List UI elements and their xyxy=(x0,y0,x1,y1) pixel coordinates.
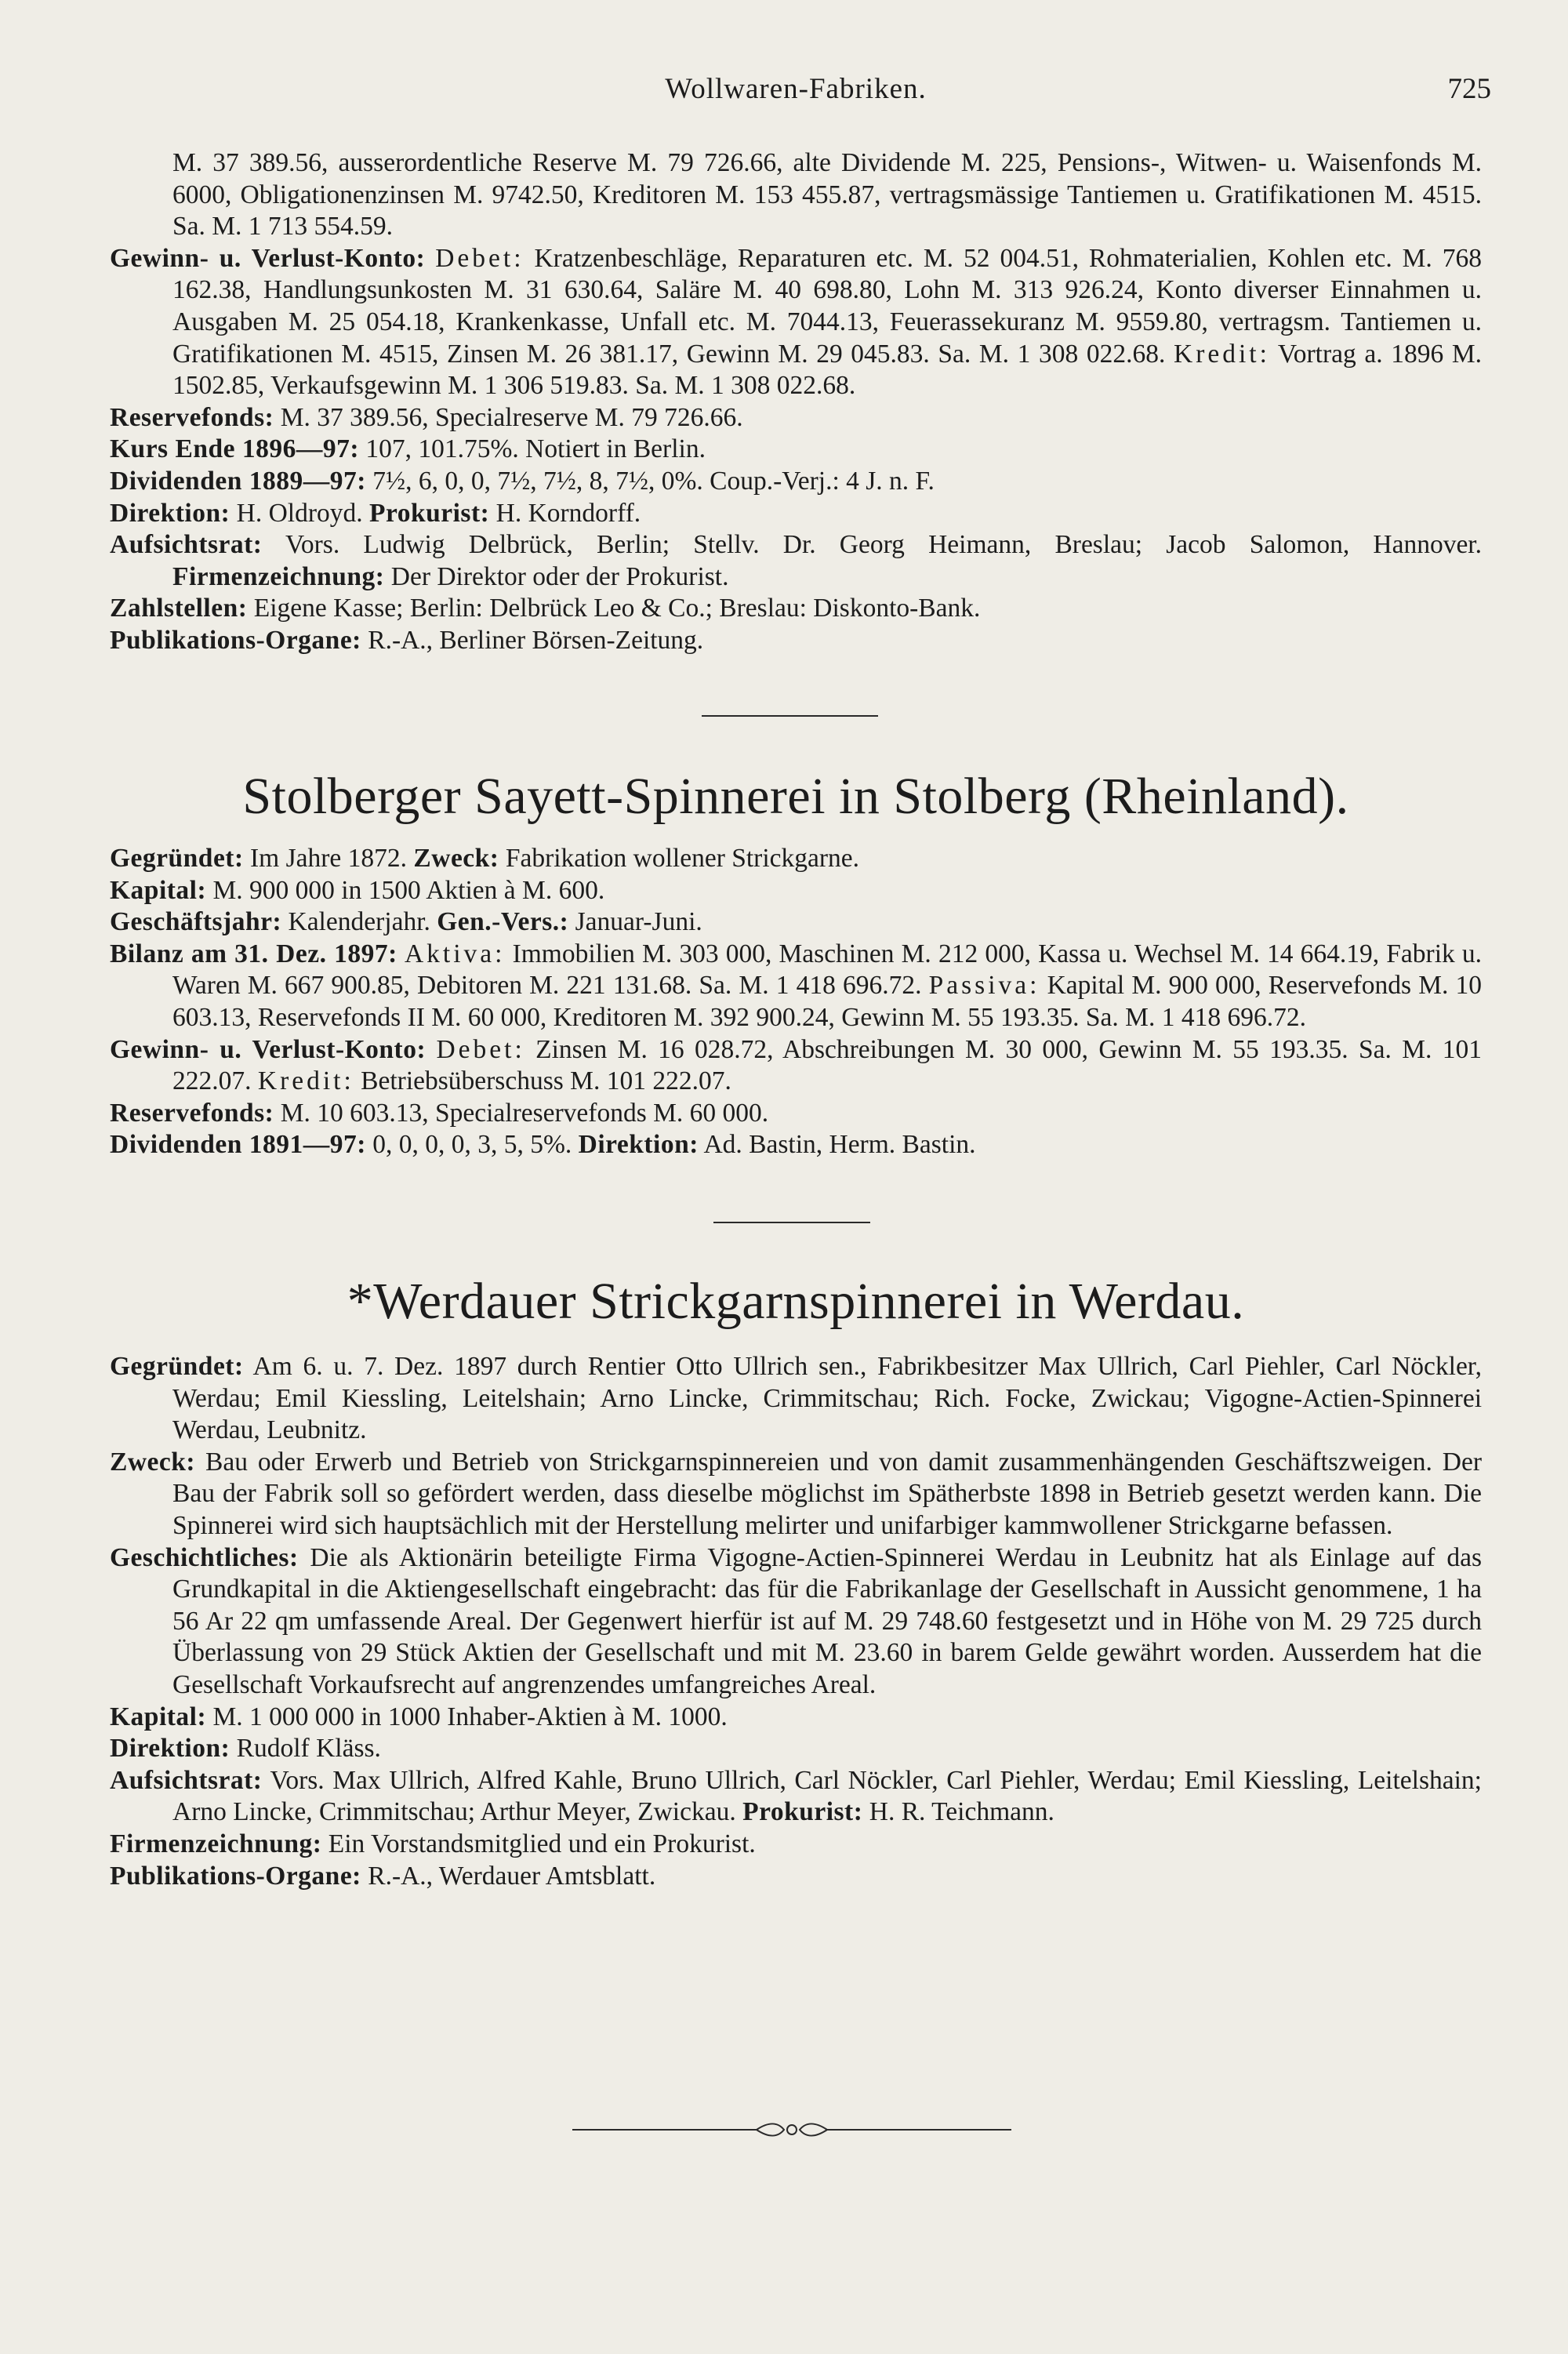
field-label: Zweck: xyxy=(110,1447,196,1477)
zweck-entry xyxy=(110,1447,1482,1542)
field-label: Firmenzeichnung: xyxy=(172,561,385,591)
field-text: M. 900 000 in 1500 Aktien à M. 600. xyxy=(212,875,605,905)
aktiva-text: Immobilien M. 303 000, Maschinen M. 212 000, Kassa u. Wechsel M. 14 664.19, Fabrik u. Waren M. 667 900.85, Debitoren M. 221 131.68. Sa. M. 1 418 696.72. xyxy=(172,939,1483,1001)
gewinn-verlust-entry xyxy=(110,1034,1482,1098)
geschaeftsjahr-entry xyxy=(110,906,1482,939)
field-text: Kalenderjahr. xyxy=(288,907,430,937)
company-entry xyxy=(110,1351,1482,1892)
field-label: Geschäftsjahr: xyxy=(110,907,282,937)
passiva-label: Passiva: xyxy=(928,971,1040,1001)
kapital-entry xyxy=(110,1702,1482,1734)
field-label: Kapital: xyxy=(110,875,207,905)
field-text: Am 6. u. 7. Dez. 1897 durch Rentier Otto Ullrich sen., Fabrikbesitzer Max Ullrich, Carl Piehler, Carl Nöckler, Werdau; Emil Kiessling, Leitelshain; Arno Lincke, Crimmitschau; Rich. Focke, Zwickau; Vigogne-Actien-Spinnerei Werdau, Leubnitz. xyxy=(172,1352,1482,1445)
kurs-entry xyxy=(110,434,1482,466)
reserve-continuation: M. 37 389.56, ausserordentliche Reserve M. 79 726.66, alte Dividende M. 225, Pensions-, Witwen- u. Waisenfonds M. 6000, Obligationenzinsen M. 9742.50, Kreditoren M. 153 455.87, vertragsmässige Tantiemen u. Gratifikationen M. 4515. Sa. M. 1 713 554.59. xyxy=(172,148,1482,242)
field-text: Ad. Bastin, Herm. Bastin. xyxy=(703,1130,976,1160)
field-text: Der Direktor oder der Prokurist. xyxy=(390,561,729,591)
field-label: Reservefonds: xyxy=(110,402,274,432)
direktion-entry xyxy=(110,498,1482,530)
field-label: Kapital: xyxy=(110,1702,207,1731)
field-text: 0, 0, 0, 0, 3, 5, 5%. xyxy=(372,1130,572,1160)
field-label: Dividenden 1889—97: xyxy=(110,466,366,496)
kredit-label: Kredit: xyxy=(1174,339,1270,369)
field-text: M. 37 389.56, Specialreserve M. 79 726.66. xyxy=(280,402,743,432)
field-text: 107, 101.75%. Notiert in Berlin. xyxy=(365,434,706,464)
dividenden-entry xyxy=(110,1129,1482,1161)
field-label: Zweck: xyxy=(413,844,499,873)
dividenden-entry xyxy=(110,466,1482,498)
ornament-divider xyxy=(572,2120,1011,2139)
gegruendet-entry xyxy=(110,843,1482,875)
kredit-text: Vortrag a. 1896 M. 1502.85, Verkaufsgewinn M. 1 306 519.83. Sa. M. 1 308 022.68. xyxy=(172,339,1482,401)
field-label: Reservefonds: xyxy=(110,1098,274,1128)
field-label: Prokurist: xyxy=(742,1797,863,1827)
section-divider xyxy=(713,1222,870,1223)
debet-label: Debet: xyxy=(436,1034,525,1064)
field-text: H. Korndorff. xyxy=(495,498,641,528)
gewinn-verlust-entry xyxy=(110,243,1482,402)
section-divider xyxy=(702,715,878,717)
aufsichtsrat-entry xyxy=(110,529,1482,593)
field-text: H. R. Teichmann. xyxy=(869,1797,1054,1827)
field-label: Gewinn- u. Verlust-Konto: xyxy=(110,1034,426,1064)
field-text: Ein Vorstandsmitglied und ein Prokurist. xyxy=(328,1829,756,1858)
field-text: Fabrikation wollener Strickgarne. xyxy=(505,844,860,873)
bilanz-entry xyxy=(110,939,1482,1034)
kredit-label: Kredit: xyxy=(257,1066,354,1096)
passiva-text: Kapital M. 900 000, Reservefonds M. 10 603.13, Reservefonds II M. 60 000, Kreditoren M. 392 900.24, Gewinn M. 55 193.35. Sa. M. 1 418 696.72. xyxy=(172,971,1483,1032)
zahlstellen-entry xyxy=(110,593,1482,625)
page-header xyxy=(110,72,1491,111)
field-label: Direktion: xyxy=(110,1734,230,1764)
field-text: Vors. Ludwig Delbrück, Berlin; Stellv. Dr. Georg Heimann, Breslau; Jacob Salomon, Hannover. xyxy=(285,530,1482,560)
field-text: M. 1 000 000 in 1000 Inhaber-Aktien à M. 1000. xyxy=(212,1702,728,1731)
kredit-text: Betriebsüberschuss M. 101 222.07. xyxy=(361,1066,731,1096)
field-label: Aufsichtsrat: xyxy=(110,1765,263,1795)
gegruendet-entry xyxy=(110,1351,1482,1447)
field-text: Rudolf Kläss. xyxy=(236,1734,381,1764)
field-label: Direktion: xyxy=(110,498,230,528)
field-text: H. Oldroyd. xyxy=(236,498,363,528)
field-text: Vors. Max Ullrich, Alfred Kahle, Bruno Ullrich, Carl Nöckler, Carl Piehler, Werdau; Emil Kiessling, Leitelshain; Arno Lincke, Crimmitschau; Arthur Meyer, Zwickau. xyxy=(172,1765,1482,1827)
field-label: Firmenzeichnung: xyxy=(110,1829,322,1858)
debet-text: Kratzenbeschläge, Reparaturen etc. M. 52 004.51, Rohmaterialien, Kohlen etc. M. 768 162.38, Handlungsunkosten M. 31 630.64, Saläre M. 40 698.80, Lohn M. 313 926.24, Konto diverser Einnahmen u. Ausgaben M. 25 054.18, Krankenkasse, Unfall etc. M. 7044.13, Feuerassekuranz M. 9559.80, vertragsm. Tantiemen u. Gratifikationen M. 4515, Zinsen M. 26 381.17, Gewinn M. 29 045.83. Sa. M. 1 308 022.68. xyxy=(172,243,1483,369)
reservefonds-entry xyxy=(110,1098,1482,1130)
field-label: Gen.-Vers.: xyxy=(437,907,569,937)
aufsichtsrat-entry xyxy=(110,1765,1482,1829)
page-number: 725 xyxy=(1447,73,1491,105)
field-text: R.-A., Berliner Börsen-Zeitung. xyxy=(368,625,704,655)
field-label: Publikations-Organe: xyxy=(110,625,361,655)
company-title: *Werdauer Strickgarnspinnerei in Werdau. xyxy=(347,1273,1245,1330)
debet-text: Zinsen M. 16 028.72, Abschreibungen M. 30 000, Gewinn M. 55 193.35. Sa. M. 101 222.07. xyxy=(172,1034,1482,1096)
field-text: Im Jahre 1872. xyxy=(250,844,408,873)
field-label: Publikations-Organe: xyxy=(110,1861,361,1891)
debet-label: Debet: xyxy=(435,243,524,273)
company-title: Stolberger Sayett-Spinnerei in Stolberg (Rheinland). xyxy=(242,768,1349,825)
field-text: Januar-Juni. xyxy=(575,907,702,937)
geschichtliches-entry xyxy=(110,1542,1482,1702)
field-text: Die als Aktionärin beteiligte Firma Vigogne-Actien-Spinnerei Werdau in Leubnitz hat als Einlage auf das Grundkapital in die Aktiengesellschaft eingebracht: das für die Fabrikanlage der Gesellschaft in Aussicht genommene, 1 ha 56 Ar 22 qm umfassende Areal. Der Gegenwert hierfür ist auf M. 29 748.60 festgesetzt und in Höhe von M. 29 725 durch Überlassung von 29 Stück Aktien der Gesellschaft und mit M. 23.60 in barem Gelde gewährt worden. Ausserdem hat die Gesellschaft Vorkaufsrecht auf angrenzendes umfangreiches Areal. xyxy=(172,1542,1482,1699)
field-text: R.-A., Werdauer Amtsblatt. xyxy=(368,1861,656,1891)
field-label: Dividenden 1891—97: xyxy=(110,1130,366,1160)
field-label: Direktion: xyxy=(578,1130,699,1160)
field-text: 7½, 6, 0, 0, 7½, 7½, 8, 7½, 0%. Coup.-Verj.: 4 J. n. F. xyxy=(372,466,935,496)
aktiva-label: Aktiva: xyxy=(404,939,506,968)
field-text: M. 10 603.13, Specialreservefonds M. 60 000. xyxy=(280,1098,769,1128)
field-label: Kurs Ende 1896—97: xyxy=(110,434,359,464)
running-title: Wollwaren-Fabriken. xyxy=(665,73,927,105)
field-text: Eigene Kasse; Berlin: Delbrück Leo & Co.; Breslau: Diskonto-Bank. xyxy=(253,594,981,623)
field-label: Geschichtliches: xyxy=(110,1542,299,1572)
field-label: Gegründet: xyxy=(110,844,244,873)
field-label: Prokurist: xyxy=(369,498,490,528)
field-label: Bilanz am 31. Dez. 1897: xyxy=(110,939,397,968)
company-entry xyxy=(110,843,1482,1161)
publikation-entry xyxy=(110,625,1482,657)
field-label: Gewinn- u. Verlust-Konto: xyxy=(110,243,426,273)
field-label: Gegründet: xyxy=(110,1352,244,1381)
field-label: Aufsichtsrat: xyxy=(110,530,263,560)
publikation-entry xyxy=(110,1861,1482,1893)
field-label: Zahlstellen: xyxy=(110,594,248,623)
firmenzeichnung-entry xyxy=(110,1829,1482,1861)
section-continued-entry xyxy=(110,147,1482,657)
reservefonds-entry xyxy=(110,402,1482,434)
direktion-entry xyxy=(110,1733,1482,1765)
field-text: Bau oder Erwerb und Betrieb von Strickgarnspinnereien und von damit zusammenhängenden Geschäftszweigen. Der Bau der Fabrik soll so gefördert werden, dass dieselbe möglichst im Spätherbste 1898 in Betrieb gesetzt werden kann. Die Spinnerei wird sich hauptsächlich mit der Herstellung melirter und unifarbiger kammwollener Strickgarne befassen. xyxy=(172,1447,1483,1540)
kapital-entry xyxy=(110,875,1482,907)
